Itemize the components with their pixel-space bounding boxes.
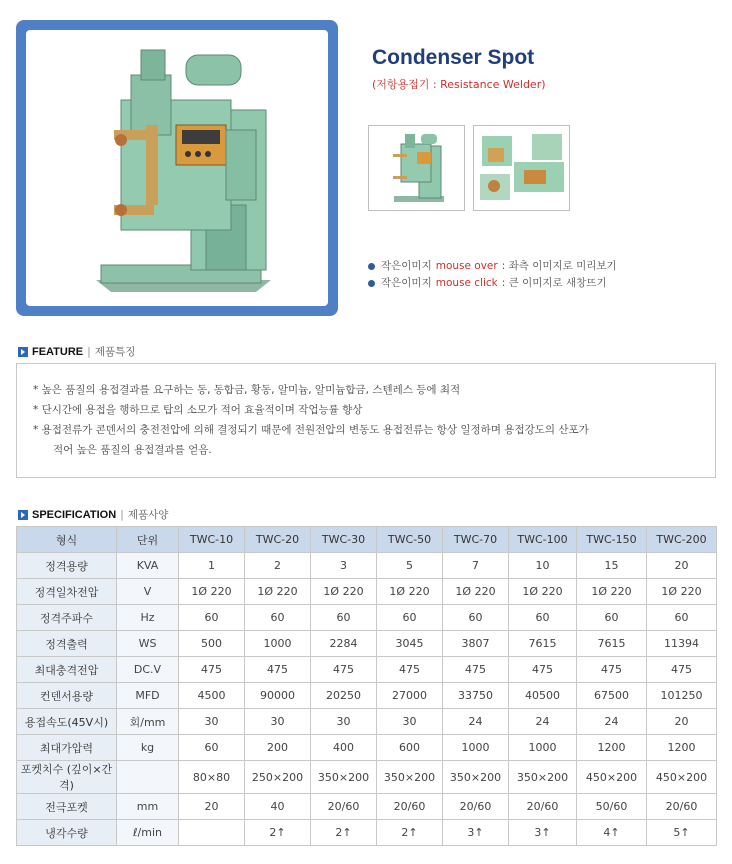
table-cell: 250×200 (245, 761, 311, 794)
row-label: 전극포켓 (17, 794, 117, 820)
table-cell: 20/60 (509, 794, 577, 820)
unit-cell: V (117, 579, 179, 605)
table-cell: 1Ø 220 (245, 579, 311, 605)
table-cell: 350×200 (509, 761, 577, 794)
table-row (17, 794, 717, 820)
table-cell: 5↑ (647, 820, 717, 846)
table-cell: 350×200 (377, 761, 443, 794)
table-cell: 475 (647, 657, 717, 683)
row-label: 용접속도(45V시) (17, 709, 117, 735)
table-cell: 1Ø 220 (443, 579, 509, 605)
table-header-cell: TWC-20 (245, 527, 311, 553)
row-label: 정격출력 (17, 631, 117, 657)
table-cell: 20/60 (443, 794, 509, 820)
thumbnail-detail-view[interactable] (473, 125, 570, 211)
table-cell: 30 (311, 709, 377, 735)
table-cell: 475 (179, 657, 245, 683)
table-cell: 27000 (377, 683, 443, 709)
table-cell: 2284 (311, 631, 377, 657)
table-cell: 1000 (509, 735, 577, 761)
table-cell: 10 (509, 553, 577, 579)
table-cell: 2 (245, 553, 311, 579)
table-cell: 2↑ (377, 820, 443, 846)
table-cell: 80×80 (179, 761, 245, 794)
thumbnail-usage-tips (368, 258, 617, 292)
unit-cell: MFD (117, 683, 179, 709)
section-arrow-icon (18, 347, 28, 357)
table-header-row (17, 527, 717, 553)
table-row (17, 683, 717, 709)
table-cell: 11394 (647, 631, 717, 657)
table-cell: 60 (509, 605, 577, 631)
table-cell: 7615 (509, 631, 577, 657)
row-label: 정격주파수 (17, 605, 117, 631)
table-cell: 60 (179, 735, 245, 761)
table-cell: 7615 (577, 631, 647, 657)
tip-mouse-over: 작은이미지 mouse over : 좌측 이미지로 미리보기 (368, 258, 617, 275)
specification-heading: SPECIFICATION | 제품사양 (18, 507, 168, 522)
unit-cell: ℓ/min (117, 820, 179, 846)
table-cell: 3↑ (509, 820, 577, 846)
unit-cell: 회/mm (117, 709, 179, 735)
table-cell: 475 (377, 657, 443, 683)
table-header-cell: TWC-200 (647, 527, 717, 553)
table-cell: 3↑ (443, 820, 509, 846)
table-header-cell: TWC-50 (377, 527, 443, 553)
unit-cell: KVA (117, 553, 179, 579)
table-cell: 20/60 (647, 794, 717, 820)
row-label: 최대가압력 (17, 735, 117, 761)
table-cell: 60 (443, 605, 509, 631)
table-cell: 1000 (443, 735, 509, 761)
table-cell: 1200 (647, 735, 717, 761)
table-cell: 475 (245, 657, 311, 683)
table-row (17, 553, 717, 579)
feature-heading: FEATURE | 제품특징 (18, 344, 135, 359)
feature-list (16, 363, 716, 478)
table-cell: 400 (311, 735, 377, 761)
product-image-frame (16, 20, 338, 316)
feature-item: * 단시간에 용접을 행하므로 탑의 소모가 적어 효율적이며 작업능률 향상 (33, 404, 363, 416)
row-label: 정격일차전압 (17, 579, 117, 605)
row-label: 포켓치수 (깊이×간격) (17, 761, 117, 794)
unit-cell: Hz (117, 605, 179, 631)
table-cell: 20/60 (311, 794, 377, 820)
product-main-image (26, 30, 328, 306)
table-cell: 4↑ (577, 820, 647, 846)
table-cell: 1 (179, 553, 245, 579)
table-cell: 20 (647, 709, 717, 735)
feature-item: * 높은 품질의 용접결과를 요구하는 동, 동합금, 황동, 알미늄, 알미늄합금, 스텐레스 등에 최적 (33, 384, 461, 396)
table-row (17, 709, 717, 735)
table-cell (179, 820, 245, 846)
table-cell: 20 (647, 553, 717, 579)
table-cell: 15 (577, 553, 647, 579)
table-row (17, 605, 717, 631)
row-label: 냉각수량 (17, 820, 117, 846)
table-header-cell: TWC-30 (311, 527, 377, 553)
table-cell: 30 (179, 709, 245, 735)
unit-cell (117, 761, 179, 794)
table-cell: 40 (245, 794, 311, 820)
unit-cell: mm (117, 794, 179, 820)
table-cell: 475 (509, 657, 577, 683)
table-cell: 350×200 (443, 761, 509, 794)
table-cell: 90000 (245, 683, 311, 709)
table-cell: 30 (377, 709, 443, 735)
table-cell: 2↑ (311, 820, 377, 846)
product-subtitle: (저항용접기 : Resistance Welder) (372, 78, 546, 91)
table-cell: 20/60 (377, 794, 443, 820)
section-arrow-icon (18, 510, 28, 520)
table-cell: 1Ø 220 (509, 579, 577, 605)
table-cell: 1Ø 220 (311, 579, 377, 605)
table-header-cell: TWC-100 (509, 527, 577, 553)
row-label: 컨덴서용량 (17, 683, 117, 709)
table-cell: 7 (443, 553, 509, 579)
feature-item: * 용접전류가 콘덴서의 충전전압에 의해 결정되기 때문에 전원전압의 변동도 용접전류는 항상 일정하며 용접강도의 산포가 (33, 424, 589, 436)
table-cell: 450×200 (577, 761, 647, 794)
table-cell: 1Ø 220 (377, 579, 443, 605)
thumbnail-front-view[interactable] (368, 125, 465, 211)
table-cell: 2↑ (245, 820, 311, 846)
table-header-cell: 단위 (117, 527, 179, 553)
table-row (17, 631, 717, 657)
table-cell: 33750 (443, 683, 509, 709)
table-cell: 1000 (245, 631, 311, 657)
table-row (17, 579, 717, 605)
table-cell: 600 (377, 735, 443, 761)
table-row (17, 735, 717, 761)
tip-mouse-click: 작은이미지 mouse click : 큰 이미지로 새창뜨기 (368, 275, 617, 292)
table-cell: 475 (577, 657, 647, 683)
table-cell: 5 (377, 553, 443, 579)
table-cell: 60 (377, 605, 443, 631)
table-cell: 1200 (577, 735, 647, 761)
table-cell: 24 (443, 709, 509, 735)
table-row (17, 657, 717, 683)
table-cell: 50/60 (577, 794, 647, 820)
table-cell: 500 (179, 631, 245, 657)
table-cell: 4500 (179, 683, 245, 709)
table-cell: 101250 (647, 683, 717, 709)
bullet-icon (368, 263, 375, 270)
table-cell: 450×200 (647, 761, 717, 794)
table-cell: 60 (647, 605, 717, 631)
unit-cell: kg (117, 735, 179, 761)
table-header-cell: 형식 (17, 527, 117, 553)
table-cell: 60 (577, 605, 647, 631)
row-label: 최대충격전압 (17, 657, 117, 683)
table-cell: 475 (311, 657, 377, 683)
product-title: Condenser Spot (372, 46, 535, 69)
table-cell: 1Ø 220 (647, 579, 717, 605)
unit-cell: DC.V (117, 657, 179, 683)
table-cell: 60 (245, 605, 311, 631)
table-cell: 475 (443, 657, 509, 683)
table-cell: 350×200 (311, 761, 377, 794)
table-cell: 30 (245, 709, 311, 735)
table-cell: 3045 (377, 631, 443, 657)
table-header-cell: TWC-150 (577, 527, 647, 553)
table-cell: 24 (509, 709, 577, 735)
specification-table (16, 526, 717, 846)
table-cell: 20250 (311, 683, 377, 709)
table-row (17, 761, 717, 794)
table-row (17, 820, 717, 846)
table-cell: 20 (179, 794, 245, 820)
table-header-cell: TWC-70 (443, 527, 509, 553)
row-label: 정격용량 (17, 553, 117, 579)
table-cell: 200 (245, 735, 311, 761)
bullet-icon (368, 280, 375, 287)
table-cell: 1Ø 220 (179, 579, 245, 605)
table-cell: 40500 (509, 683, 577, 709)
feature-item-continuation: 적어 높은 품질의 용접결과를 얻음. (53, 444, 212, 456)
table-cell: 24 (577, 709, 647, 735)
table-header-cell: TWC-10 (179, 527, 245, 553)
table-cell: 67500 (577, 683, 647, 709)
table-cell: 1Ø 220 (577, 579, 647, 605)
unit-cell: WS (117, 631, 179, 657)
table-cell: 60 (311, 605, 377, 631)
table-cell: 3807 (443, 631, 509, 657)
table-cell: 3 (311, 553, 377, 579)
table-cell: 60 (179, 605, 245, 631)
